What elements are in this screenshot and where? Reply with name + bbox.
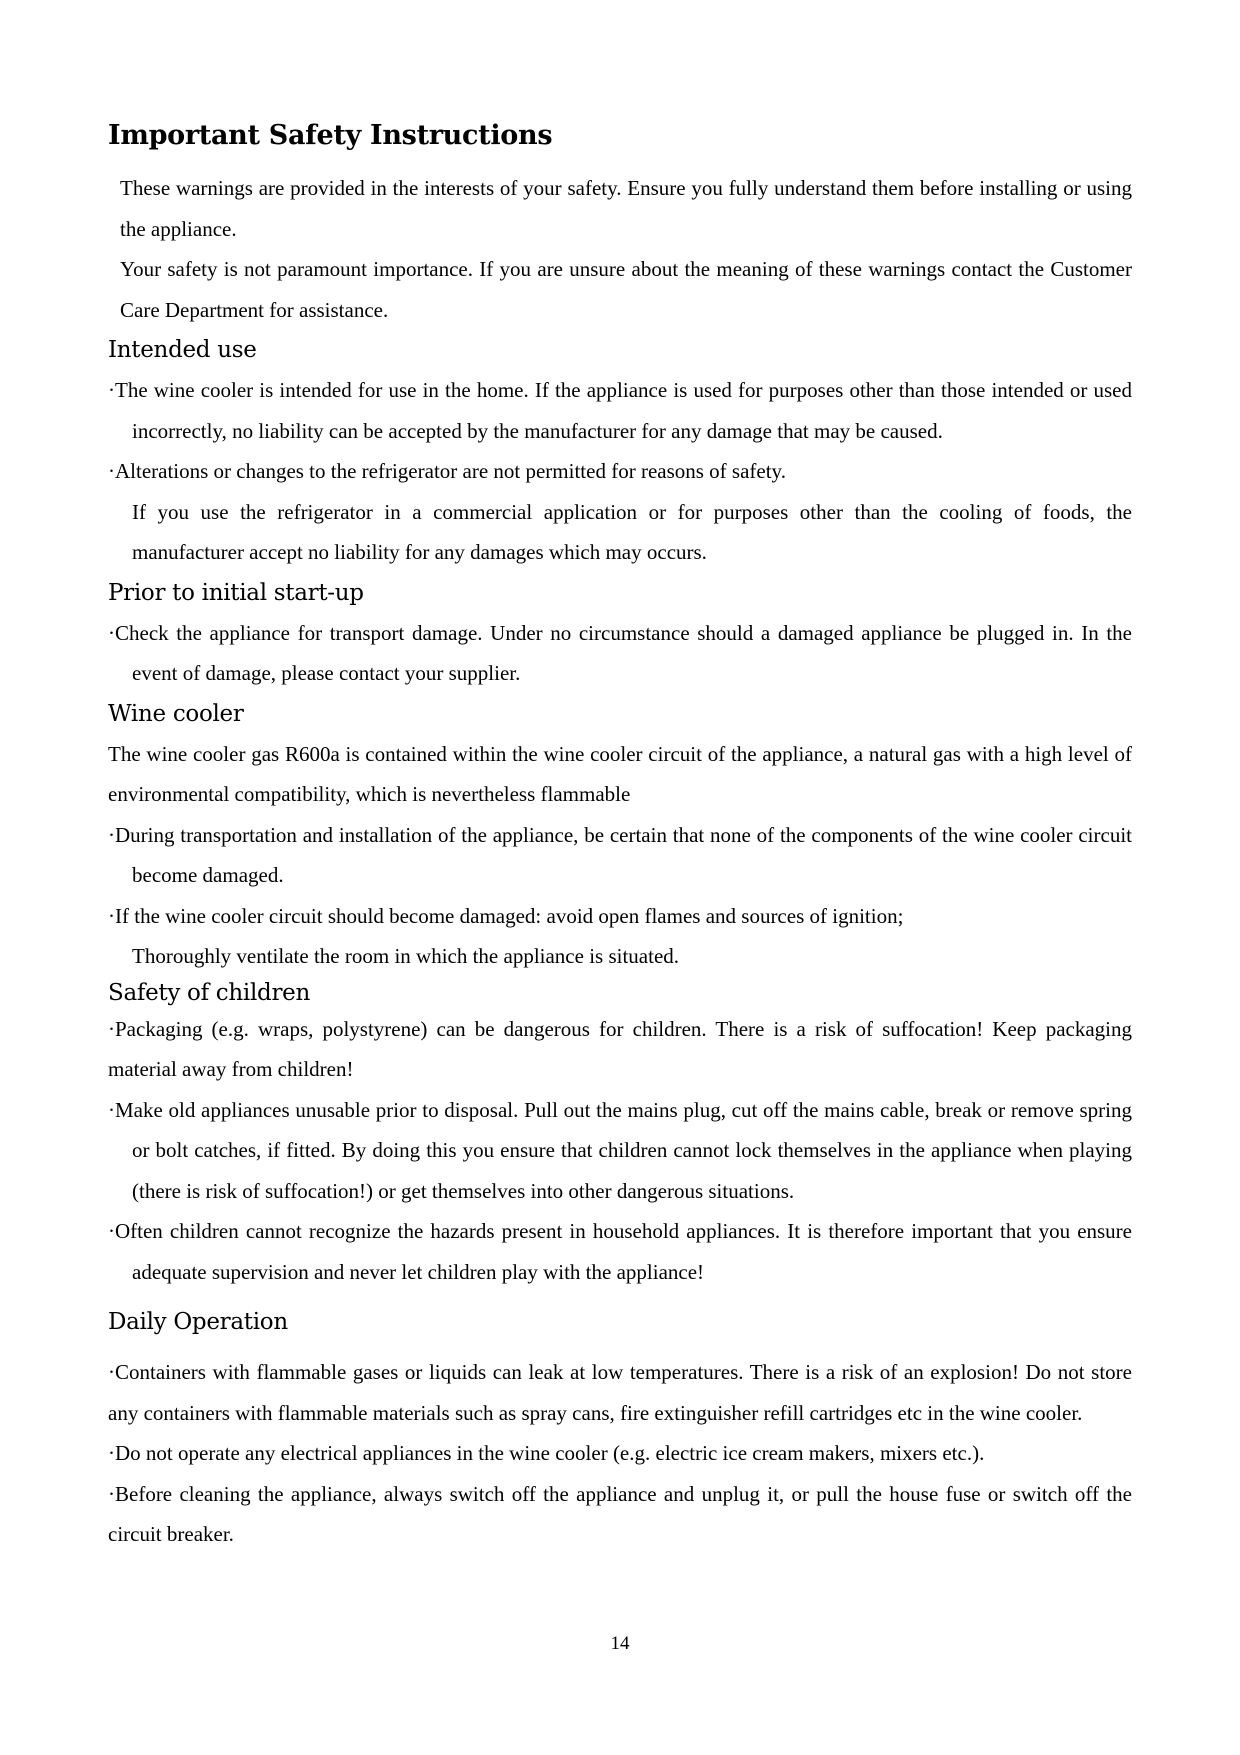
section-heading-children: Safety of children: [108, 979, 310, 1006]
children-bullet-1: ·Make old appliances unusable prior to disposal. Pull out the mains plug, cut off the mains cable, break or remove spring or bolt catches, if fitted. By doing this you ensure that children cannot lock themselves in the appliance when playing (there is risk of suffocation!) or get themselves into other dangerous situations.: [108, 1097, 1132, 1203]
page-number: 14: [610, 1633, 630, 1654]
document-page: [108, 118, 1132, 1555]
wine-cooler-bullet-2: ·If the wine cooler circuit should become damaged: avoid open flames and sources of ignition;: [108, 903, 904, 928]
page-title: Important Safety Instructions: [108, 120, 553, 151]
daily-paragraph-1: ·Containers with flammable gases or liquids can leak at low temperatures. There is a risk of an explosion! Do not store any containers with flammable materials such as spray cans, fire extinguisher refill cartridges etc in the wine cooler.: [108, 1360, 1132, 1425]
intended-use-note: If you use the refrigerator in a commercial application or for purposes other than the cooling of foods, the manufacturer accept no liability for any damages which may occurs.: [132, 499, 1132, 564]
intended-use-bullet-2: ·Alterations or changes to the refrigerator are not permitted for reasons of safety.: [108, 459, 786, 483]
intro-paragraph-1: These warnings are provided in the interests of your safety. Ensure you fully understand them before installing or using the appliance.: [120, 176, 1132, 241]
section-heading-prior-startup: Prior to initial start-up: [108, 579, 364, 606]
wine-cooler-note: Thoroughly ventilate the room in which the appliance is situated.: [132, 944, 680, 968]
intro-paragraph-2: Your safety is not paramount importance. If you are unsure about the meaning of these warnings contact the Customer Care Department for assistance.: [120, 257, 1132, 322]
intended-use-bullet-1: ·The wine cooler is intended for use in the home. If the appliance is used for purposes other than those intended or used incorrectly, no liability can be accepted by the manufacturer for any damage that may be caused.: [108, 378, 1132, 443]
daily-paragraph-3: ·Before cleaning the appliance, always switch off the appliance and unplug it, or pull the house fuse or switch off the circuit breaker.: [108, 1481, 1132, 1546]
section-heading-wine-cooler: Wine cooler: [108, 700, 244, 727]
wine-cooler-paragraph: The wine cooler gas R600a is contained within the wine cooler circuit of the appliance, a natural gas with a high level of environmental compatibility, which is nevertheless flammable: [108, 741, 1132, 806]
children-bullet-2: ·Often children cannot recognize the hazards present in household appliances. It is therefore important that you ensure adequate supervision and never let children play with the appliance!: [108, 1219, 1132, 1284]
children-paragraph: ·Packaging (e.g. wraps, polystyrene) can be dangerous for children. There is a risk of suffocation! Keep packaging material away from children!: [108, 1016, 1132, 1081]
daily-paragraph-2: ·Do not operate any electrical appliances in the wine cooler (e.g. electric ice cream makers, mixers etc.).: [108, 1441, 985, 1465]
section-heading-intended-use: Intended use: [108, 337, 257, 363]
prior-startup-bullet-1: ·Check the appliance for transport damage. Under no circumstance should a damaged appliance be plugged in. In the event of damage, please contact your supplier.: [108, 620, 1132, 685]
section-heading-daily-operation: Daily Operation: [108, 1309, 288, 1335]
wine-cooler-bullet-1: ·During transportation and installation of the appliance, be certain that none of the components of the wine cooler circuit become damaged.: [108, 822, 1132, 887]
